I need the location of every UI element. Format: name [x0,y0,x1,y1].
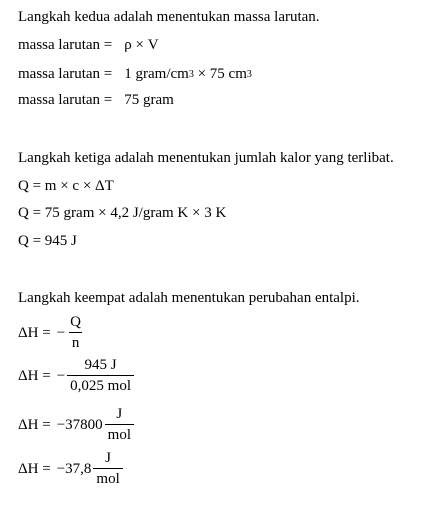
step4-eq2-numerator: 945 J [84,357,117,373]
step2-line1-lhs: massa larutan = [18,37,113,53]
step4-eq4-coef: −37,8 [56,460,92,477]
step2-line3-rhs: 75 gram [124,92,174,108]
step4-eq1 [18,315,86,351]
step2-text: Langkah kedua adalah menentukan massa larutan. [18,9,320,25]
step3-text: Langkah ketiga adalah menentukan jumlah kalor yang terlibat. [18,150,394,166]
step4-eq4-fraction [93,451,122,487]
step2-line2-b: × 75 cm [193,66,247,82]
step4-eq2-sign: − [56,367,66,384]
step2-line2: massa larutan = 1 gram/cm 3 × 75 cm 3 [18,66,252,82]
step4-eq1-sign: − [56,324,66,341]
step4-eq2-lhs: ΔH = [18,367,51,384]
step4-eq3-lhs: ΔH = [18,416,51,433]
step2-line2-a: 1 gram/cm [124,66,189,82]
step4-text: Langkah keempat adalah menentukan perubahan entalpi. [18,290,360,306]
step4-eq3 [18,407,136,443]
step4-eq4-numerator: J [105,450,112,466]
step3-line1: Q = m × c × ΔT [18,178,114,194]
step4-eq1-numerator: Q [70,314,82,330]
step4-eq3-denominator: mol [105,424,134,443]
step2-line3 [18,93,174,108]
step4-eq2 [18,358,136,394]
step2-line1 [18,38,159,53]
step4-eq1-denominator: n [69,332,83,351]
step2-line2-lhs: massa larutan = [18,66,113,82]
step4-eq1-lhs: ΔH = [18,324,51,341]
step2-line3-lhs: massa larutan = [18,92,113,108]
step4-eq2-fraction [67,358,134,394]
step4-eq3-numerator: J [116,406,123,422]
step4-eq4-lhs: ΔH = [18,460,51,477]
step3-line2: Q = 75 gram × 4,2 J/gram K × 3 K [18,205,227,221]
step4-eq3-coef: −37800 [56,416,103,433]
step2-line1-rhs: ρ × V [124,37,159,53]
step4-eq4-denominator: mol [93,468,122,487]
step4-eq2-denominator: 0,025 mol [67,375,134,394]
step4-eq3-fraction [105,407,134,443]
step3-line3: Q = 945 J [18,233,77,249]
step4-eq4 [18,451,125,487]
step4-eq1-fraction [67,315,84,351]
